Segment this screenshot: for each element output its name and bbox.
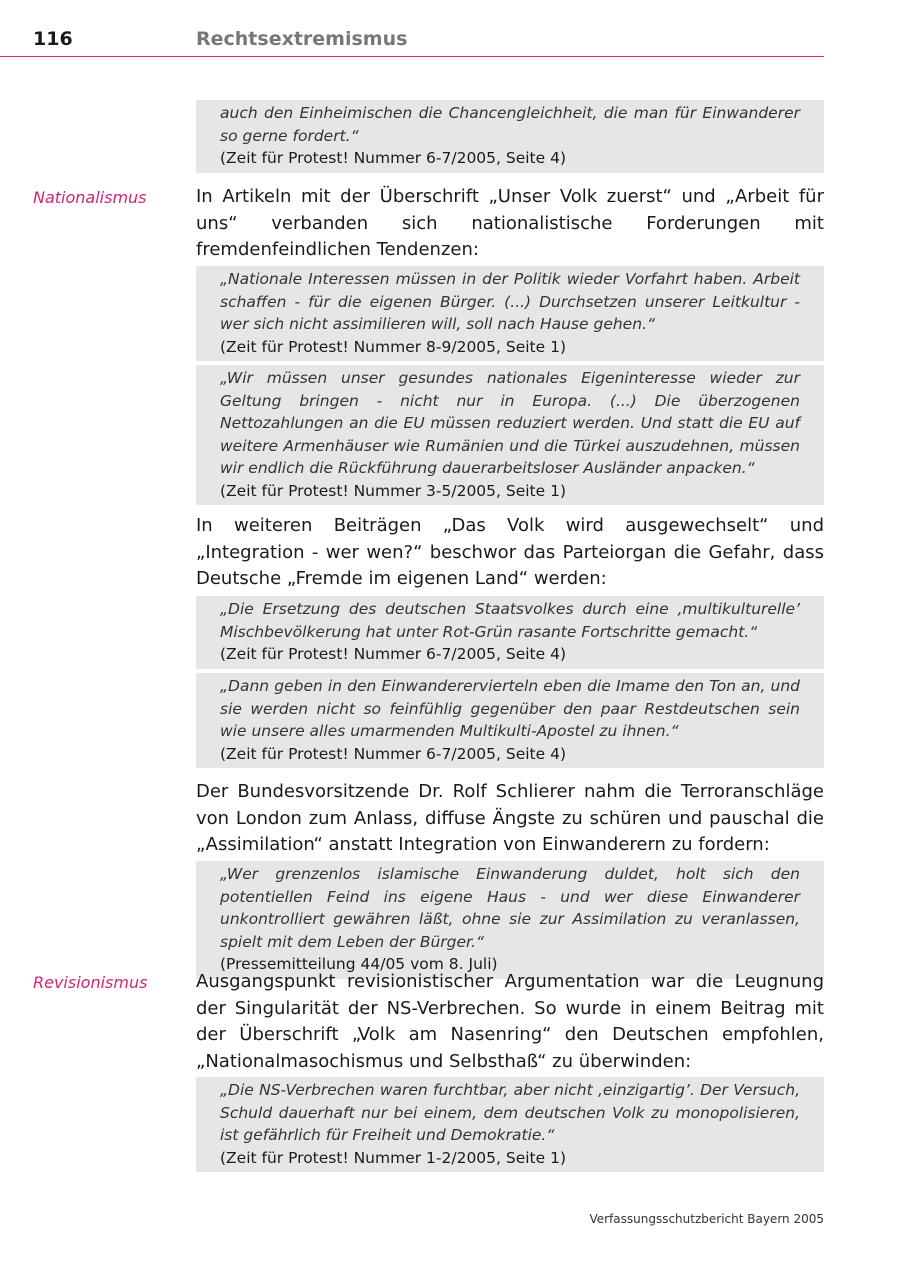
quote-block [196,100,824,173]
quote-block [196,596,824,669]
body-paragraph: Der Bundesvorsitzende Dr. Rolf Schlierer nahm die Terroranschläge von London zum Anlass, diffuse Ängste zu schüren und pauschal die „Assimilation“ anstatt Integration von Einwanderern zu fordern: [196,781,824,855]
quote-source: (Zeit für Protest! Nummer 6-7/2005, Seite 4) [220,149,567,167]
quote-text: „Dann geben in den Einwanderervierteln eben die Imame den Ton an, und sie werden nicht so feinfühlig gegenüber den paar Restdeutschen sein wie unsere alles umarmenden Multikulti-Apostel zu ihnen.“ [220,677,800,740]
quote-block [196,861,824,979]
page-header [0,0,900,60]
body-paragraph: Ausgangspunkt revisionistischer Argumentation war die Leugnung der Singularität der NS-Verbrechen. So wurde in einem Beitrag mit der Überschrift „Volk am Nasenring“ den Deutschen empfohlen, „Nationalmasochismus und Selbsthaß“ zu überwinden: [196,971,824,1072]
running-title: Rechtsextremismus [196,28,408,50]
quote-source: (Zeit für Protest! Nummer 3-5/2005, Seite 1) [220,481,567,500]
quote-text: auch den Einheimischen die Chancengleichheit, die man für Einwanderer so gerne fordert.“ [220,104,800,145]
quote-text: „Wer grenzenlos islamische Einwanderung duldet, holt sich den potentiellen Feind ins eigene Haus - und wer diese Einwanderer unkontrolliert gewähren läßt, ohne sie zur Assimilation zu veranlassen, spielt mit dem Leben der Bürger.“ [220,865,800,951]
margin-label-nationalismus: Nationalismus [33,188,147,207]
quote-text: „Die Ersetzung des deutschen Staatsvolkes durch eine ‚multikulturelle’ Mischbevölkerung hat unter Rot-Grün rasante Fortschritte gemacht.“ [220,600,800,641]
quote-source: (Pressemitteilung 44/05 vom 8. Juli) [220,955,498,973]
quote-block [196,673,824,768]
quote-block [196,266,824,361]
quote-text: „Die NS-Verbrechen waren furchtbar, aber nicht ‚einzigartig’. Der Versuch, Schuld dauerhaft nur bei einem, dem deutschen Volk zu monopolisieren, ist gefährlich für Freiheit und Demokratie.“ [220,1081,800,1144]
quote-block [196,1077,824,1172]
quote-source: (Zeit für Protest! Nummer 8-9/2005, Seite 1) [220,337,567,356]
quote-block [196,365,824,505]
body-paragraph: In weiteren Beiträgen „Das Volk wird ausgewechselt“ und „Integration - wer wen?“ beschwor das Parteiorgan die Gefahr, dass Deutsche „Fremde im eigenen Land“ werden: [196,515,824,589]
quote-source: (Zeit für Protest! Nummer 6-7/2005, Seite 4) [220,645,567,663]
body-paragraph: In Artikeln mit der Überschrift „Unser Volk zuerst“ und „Arbeit für uns“ verbanden sich nationalistische Forderungen mit fremdenfeindlichen Tendenzen: [196,186,824,260]
header-rule [0,56,824,57]
quote-source: (Zeit für Protest! Nummer 6-7/2005, Seite 4) [220,744,567,763]
page-number: 116 [33,28,73,50]
quote-text: „Wir müssen unser gesundes nationales Eigeninteresse wieder zur Geltung bringen - nicht nur in Europa. (...) Die überzogenen Nettozahlungen an die EU müssen reduziert werden. Und statt die EU auf weitere Armenhäuser wie Rumänien und die Türkei auszudehnen, müssen wir endlich die Rückführung dauerarbeitsloser Ausländer anpacken.“ [220,369,800,477]
page-footer: Verfassungsschutzbericht Bayern 2005 [589,1212,824,1226]
quote-source: (Zeit für Protest! Nummer 1-2/2005, Seite 1) [220,1148,567,1167]
quote-text: „Nationale Interessen müssen in der Politik wieder Vorfahrt haben. Arbeit schaffen - für die eigenen Bürger. (...) Durchsetzen unserer Leitkultur - wer sich nicht assimilieren will, soll nach Hause gehen.“ [220,270,800,333]
margin-label-revisionismus: Revisionismus [33,973,148,992]
